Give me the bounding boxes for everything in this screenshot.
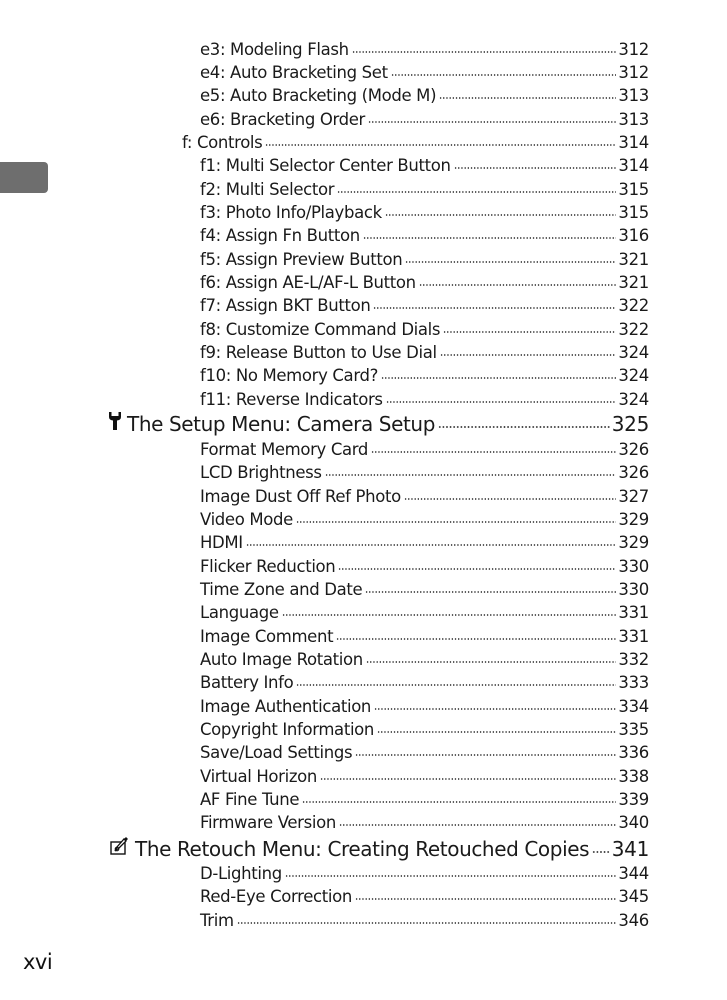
toc-entry-label: LCD Brightness <box>200 463 322 482</box>
toc-entry-page: 316 <box>618 226 649 245</box>
retouch-icon <box>110 836 130 862</box>
dot-leader <box>337 179 616 196</box>
toc-entry[interactable] <box>200 294 649 317</box>
toc-entry-label: HDMI <box>200 533 243 552</box>
toc-entry-page: 338 <box>618 767 649 786</box>
toc-entry-label: D-Lighting <box>200 864 282 883</box>
toc-entry-page: 326 <box>618 440 649 459</box>
toc-entry-page: 312 <box>618 63 649 82</box>
dot-leader <box>440 342 617 359</box>
dot-leader <box>405 249 616 266</box>
toc-entry[interactable] <box>200 695 649 718</box>
toc-entry[interactable] <box>200 364 649 387</box>
toc-entry-page: 335 <box>618 720 649 739</box>
toc-entry-page: 327 <box>618 487 649 506</box>
toc-entry-label: Copyright Information <box>200 720 375 739</box>
dot-leader <box>592 836 610 856</box>
toc-entry-label: Save/Load Settings <box>200 743 353 762</box>
dot-leader <box>246 532 617 549</box>
toc-entry-label: e4: Auto Bracketing Set <box>200 63 388 82</box>
toc-entry-label: Virtual Horizon <box>200 767 317 786</box>
toc-entry-page: 329 <box>618 510 649 529</box>
wrench-icon <box>108 411 122 437</box>
toc-entry[interactable] <box>200 862 649 885</box>
toc-entry-label: Image Authentication <box>200 697 372 716</box>
toc-entry-page: 341 <box>611 837 649 861</box>
toc-entry-page: 324 <box>618 390 649 409</box>
toc-entry-page: 331 <box>618 627 649 646</box>
toc-entry-page: 336 <box>618 743 649 762</box>
toc-entry-page: 339 <box>618 790 649 809</box>
toc-entry-label: e6: Bracketing Order <box>200 110 365 129</box>
toc-entry-label: f6: Assign AE-L/AF-L Button <box>200 273 416 292</box>
dot-leader <box>352 39 617 56</box>
toc-entry-page: 321 <box>618 273 649 292</box>
toc-entry-label: Format Memory Card <box>200 440 369 459</box>
toc-entry-page: 322 <box>618 320 649 339</box>
dot-leader <box>265 132 616 149</box>
toc-entry-page: 330 <box>618 580 649 599</box>
dot-leader <box>404 486 617 503</box>
dot-leader <box>377 719 616 736</box>
dot-leader <box>296 672 616 689</box>
toc-entry-label: Image Dust Off Ref Photo <box>200 487 401 506</box>
dot-leader <box>438 411 610 431</box>
toc-section-setup-menu[interactable] <box>108 411 649 437</box>
toc-entry[interactable] <box>200 811 649 834</box>
dot-leader <box>302 789 616 806</box>
dot-leader <box>368 109 616 126</box>
toc-entry-page: 330 <box>618 557 649 576</box>
toc-entry[interactable] <box>200 178 649 201</box>
section-thumb-tab <box>0 162 48 193</box>
toc-entry-label: Auto Image Rotation <box>200 650 363 669</box>
dot-leader <box>371 439 616 456</box>
toc-entry[interactable] <box>200 788 649 811</box>
toc-entry[interactable] <box>200 38 649 61</box>
dot-leader <box>373 295 616 312</box>
dot-leader <box>366 649 617 666</box>
toc-section-retouch-menu[interactable] <box>110 836 649 862</box>
toc-entry-label: f2: Multi Selector <box>200 180 335 199</box>
toc-entry[interactable] <box>200 671 649 694</box>
dot-leader <box>296 509 616 526</box>
toc-entry-label: f: Controls <box>182 133 263 152</box>
toc-entry[interactable] <box>200 718 649 741</box>
dot-leader <box>325 462 617 479</box>
dot-leader <box>374 696 616 713</box>
toc-entry[interactable] <box>200 741 649 764</box>
toc-entry[interactable] <box>200 154 649 177</box>
toc-entry-label: f8: Customize Command Dials <box>200 320 441 339</box>
dot-leader <box>320 766 616 783</box>
toc-entry-label: Firmware Version <box>200 813 336 832</box>
toc-entry[interactable] <box>200 485 649 508</box>
toc-entry-label: Battery Info <box>200 673 294 692</box>
toc-entry-label: Red-Eye Correction <box>200 887 352 906</box>
toc-entry-label: f4: Assign Fn Button <box>200 226 360 245</box>
dot-leader <box>339 812 616 829</box>
dot-leader <box>385 202 617 219</box>
toc-entry-page: 325 <box>611 412 649 436</box>
dot-leader <box>285 863 617 880</box>
toc-entry-label: f3: Photo Info/Playback <box>200 203 382 222</box>
dot-leader <box>454 155 617 172</box>
dot-leader <box>355 886 616 903</box>
dot-leader <box>439 85 616 102</box>
toc-entry[interactable] <box>200 388 649 411</box>
toc-entry[interactable] <box>200 248 649 271</box>
toc-entry[interactable] <box>200 601 649 624</box>
dot-leader <box>443 319 616 336</box>
toc-entry-label: f10: No Memory Card? <box>200 366 378 385</box>
toc-entry[interactable] <box>200 625 649 648</box>
toc-entry[interactable] <box>200 578 649 601</box>
toc-entry-label: Time Zone and Date <box>200 580 363 599</box>
toc-entry[interactable] <box>200 108 649 131</box>
toc-entry-page: 314 <box>618 133 649 152</box>
toc-entry-page: 315 <box>618 203 649 222</box>
toc-entry-page: 314 <box>618 156 649 175</box>
toc-entry[interactable] <box>200 648 649 671</box>
toc-entry[interactable] <box>200 318 649 341</box>
toc-entry-page: 324 <box>618 343 649 362</box>
toc-entry[interactable] <box>200 84 649 107</box>
toc-entry[interactable] <box>200 555 649 578</box>
toc-entry-page: 313 <box>618 86 649 105</box>
dot-leader <box>419 272 617 289</box>
toc-entry[interactable] <box>200 61 649 84</box>
toc-entry-page: 324 <box>618 366 649 385</box>
toc-entry-label: f9: Release Button to Use Dial <box>200 343 437 362</box>
toc-entry-page: 313 <box>618 110 649 129</box>
toc-entry[interactable] <box>200 461 649 484</box>
toc-entry[interactable] <box>182 131 649 154</box>
toc-entry[interactable] <box>200 765 649 788</box>
toc-entry[interactable] <box>200 201 649 224</box>
toc-entry-label: e5: Auto Bracketing (Mode M) <box>200 86 437 105</box>
dot-leader <box>381 365 616 382</box>
toc-entry-page: 345 <box>618 887 649 906</box>
toc-entry-page: 321 <box>618 250 649 269</box>
toc-entry[interactable] <box>200 909 649 932</box>
toc-entry-page: 332 <box>618 650 649 669</box>
toc-entry-page: 315 <box>618 180 649 199</box>
dot-leader <box>355 742 616 759</box>
toc-entry-label: f7: Assign BKT Button <box>200 296 371 315</box>
dot-leader <box>363 225 617 242</box>
toc-entry-page: 346 <box>618 911 649 930</box>
dot-leader <box>386 389 617 406</box>
toc-entry[interactable] <box>200 271 649 294</box>
toc-entry-page: 329 <box>618 533 649 552</box>
toc-entry[interactable] <box>200 341 649 364</box>
toc-entry-page: 333 <box>618 673 649 692</box>
page-folio: xvi <box>23 950 53 974</box>
toc-entry[interactable] <box>200 508 649 531</box>
toc-entry-page: 322 <box>618 296 649 315</box>
dot-leader <box>365 579 616 596</box>
dot-leader <box>336 626 616 643</box>
toc-entry[interactable] <box>200 438 649 461</box>
toc-entry-page: 340 <box>618 813 649 832</box>
dot-leader <box>338 556 616 573</box>
dot-leader <box>391 62 617 79</box>
toc-entry-label: Video Mode <box>200 510 293 529</box>
toc-entry-page: 312 <box>618 40 649 59</box>
dot-leader <box>282 602 617 619</box>
toc-entry-label: AF Fine Tune <box>200 790 300 809</box>
toc-entry[interactable] <box>200 531 649 554</box>
toc-entry-label: Language <box>200 603 279 622</box>
toc-entry-label: Flicker Reduction <box>200 557 336 576</box>
toc-entry-label: The Retouch Menu: Creating Retouched Copies <box>135 837 590 861</box>
toc-entry-label: f1: Multi Selector Center Button <box>200 156 451 175</box>
toc-entry-label: e3: Modeling Flash <box>200 40 349 59</box>
toc-entry-label: Image Comment <box>200 627 334 646</box>
toc-entry[interactable] <box>200 224 649 247</box>
toc-entry-label: f11: Reverse Indicators <box>200 390 383 409</box>
toc-entry-page: 334 <box>618 697 649 716</box>
toc-entry-page: 344 <box>618 864 649 883</box>
toc-entry-label: f5: Assign Preview Button <box>200 250 403 269</box>
toc-entry[interactable] <box>200 885 649 908</box>
toc-entry-page: 326 <box>618 463 649 482</box>
toc-entry-label: Trim <box>200 911 234 930</box>
dot-leader <box>237 910 617 927</box>
toc-entry-page: 331 <box>618 603 649 622</box>
toc-entry-label: The Setup Menu: Camera Setup <box>127 412 435 436</box>
